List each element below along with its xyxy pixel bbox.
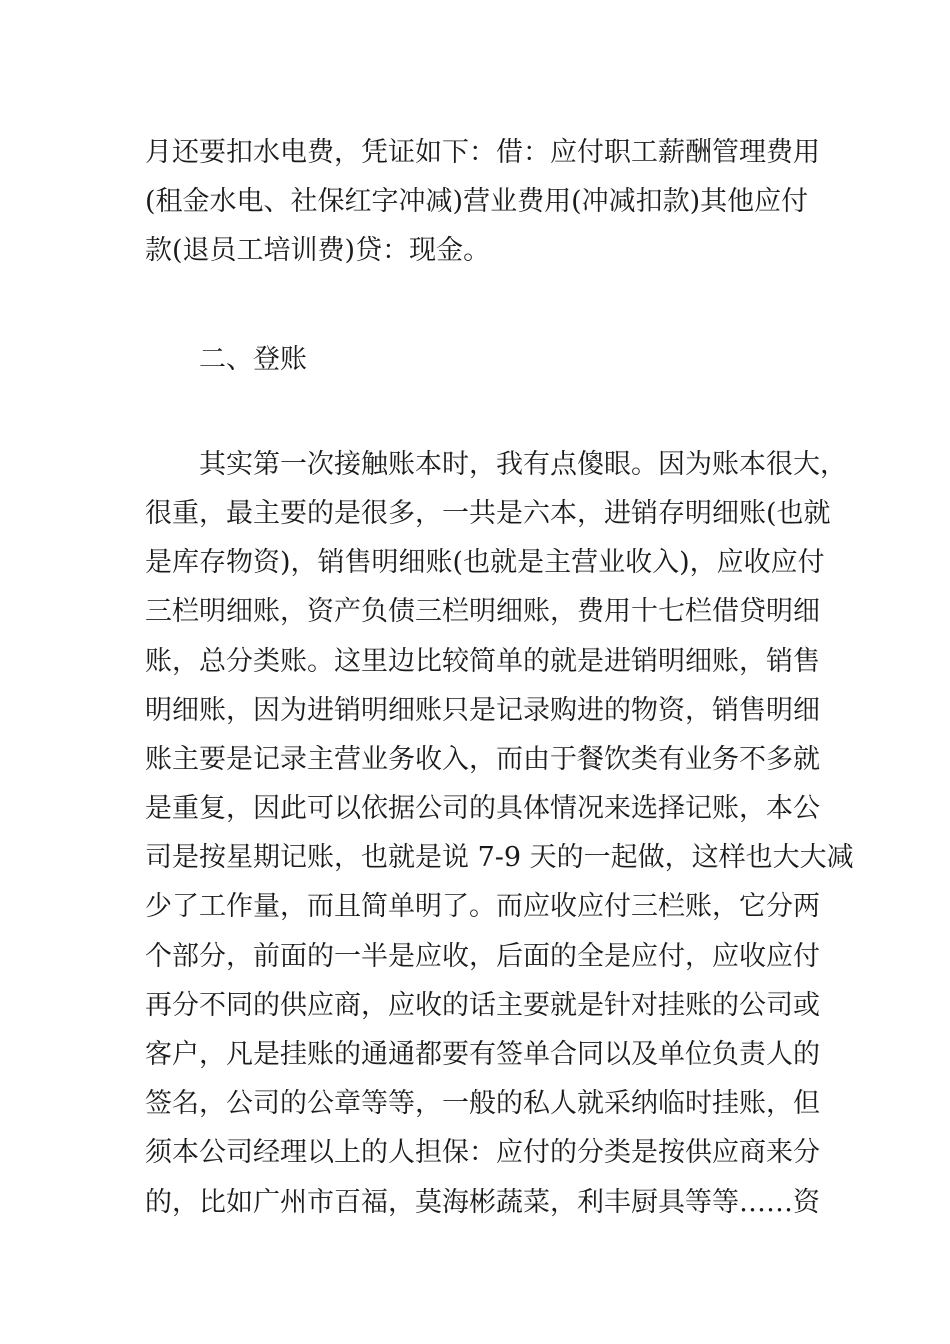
text-line: 很重，最主要的是很多，一共是六本，进销存明细账(也就 xyxy=(145,497,831,529)
section-heading-text: 二、登账 xyxy=(199,343,307,375)
text-line: 款(退员工培训费)贷：现金。 xyxy=(145,235,491,267)
text-line: 个部分，前面的一半是应收，后面的全是应付，应收应付 xyxy=(145,940,820,972)
document-page xyxy=(145,128,854,1227)
text-line: 少了工作量，而且简单明了。而应收应付三栏账，它分两 xyxy=(145,891,820,923)
paragraph-bookkeeping xyxy=(145,440,854,1227)
text-line: 账主要是记录主营业务收入，而由于餐饮类有业务不多就 xyxy=(145,743,820,775)
text-line: 月还要扣水电费，凭证如下：借：应付职工薪酬管理费用 xyxy=(145,137,820,168)
text-line: (租金水电、社保红字冲减)营业费用(冲减扣款)其他应付 xyxy=(145,186,809,218)
text-line: 再分不同的供应商，应收的话主要就是针对挂账的公司或 xyxy=(145,989,820,1021)
text-line: 三栏明细账，资产负债三栏明细账，费用十七栏借贷明细 xyxy=(145,596,820,628)
paragraph-voucher xyxy=(145,128,820,276)
text-line: 账，总分类账。这里边比较简单的就是进销明细账，销售 xyxy=(145,645,820,677)
text-line: 须本公司经理以上的人担保：应付的分类是按供应商来分 xyxy=(145,1137,820,1169)
text-line: 明细账，因为进销明细账只是记录购进的物资，销售明细 xyxy=(145,694,820,726)
text-line: 签名，公司的公章等等，一般的私人就采纳临时挂账，但 xyxy=(145,1088,820,1120)
text-line: 是重复，因此可以依据公司的具体情况来选择记账，本公 xyxy=(145,793,820,825)
text-line: 客户，凡是挂账的通通都要有签单合同以及单位负责人的 xyxy=(145,1039,820,1070)
text-line: 是库存物资)，销售明细账(也就是主营业收入)，应收应付 xyxy=(145,547,825,579)
section-heading xyxy=(145,335,813,384)
text-line: 其实第一次接触账本时，我有点傻眼。因为账本很大， xyxy=(199,448,847,480)
text-line: 的，比如广州市百福，莫海彬蔬菜，利丰厨具等等……资 xyxy=(145,1186,820,1218)
text-line: 司是按星期记账，也就是说 7-9 天的一起做，这样也大大减 xyxy=(145,842,854,874)
